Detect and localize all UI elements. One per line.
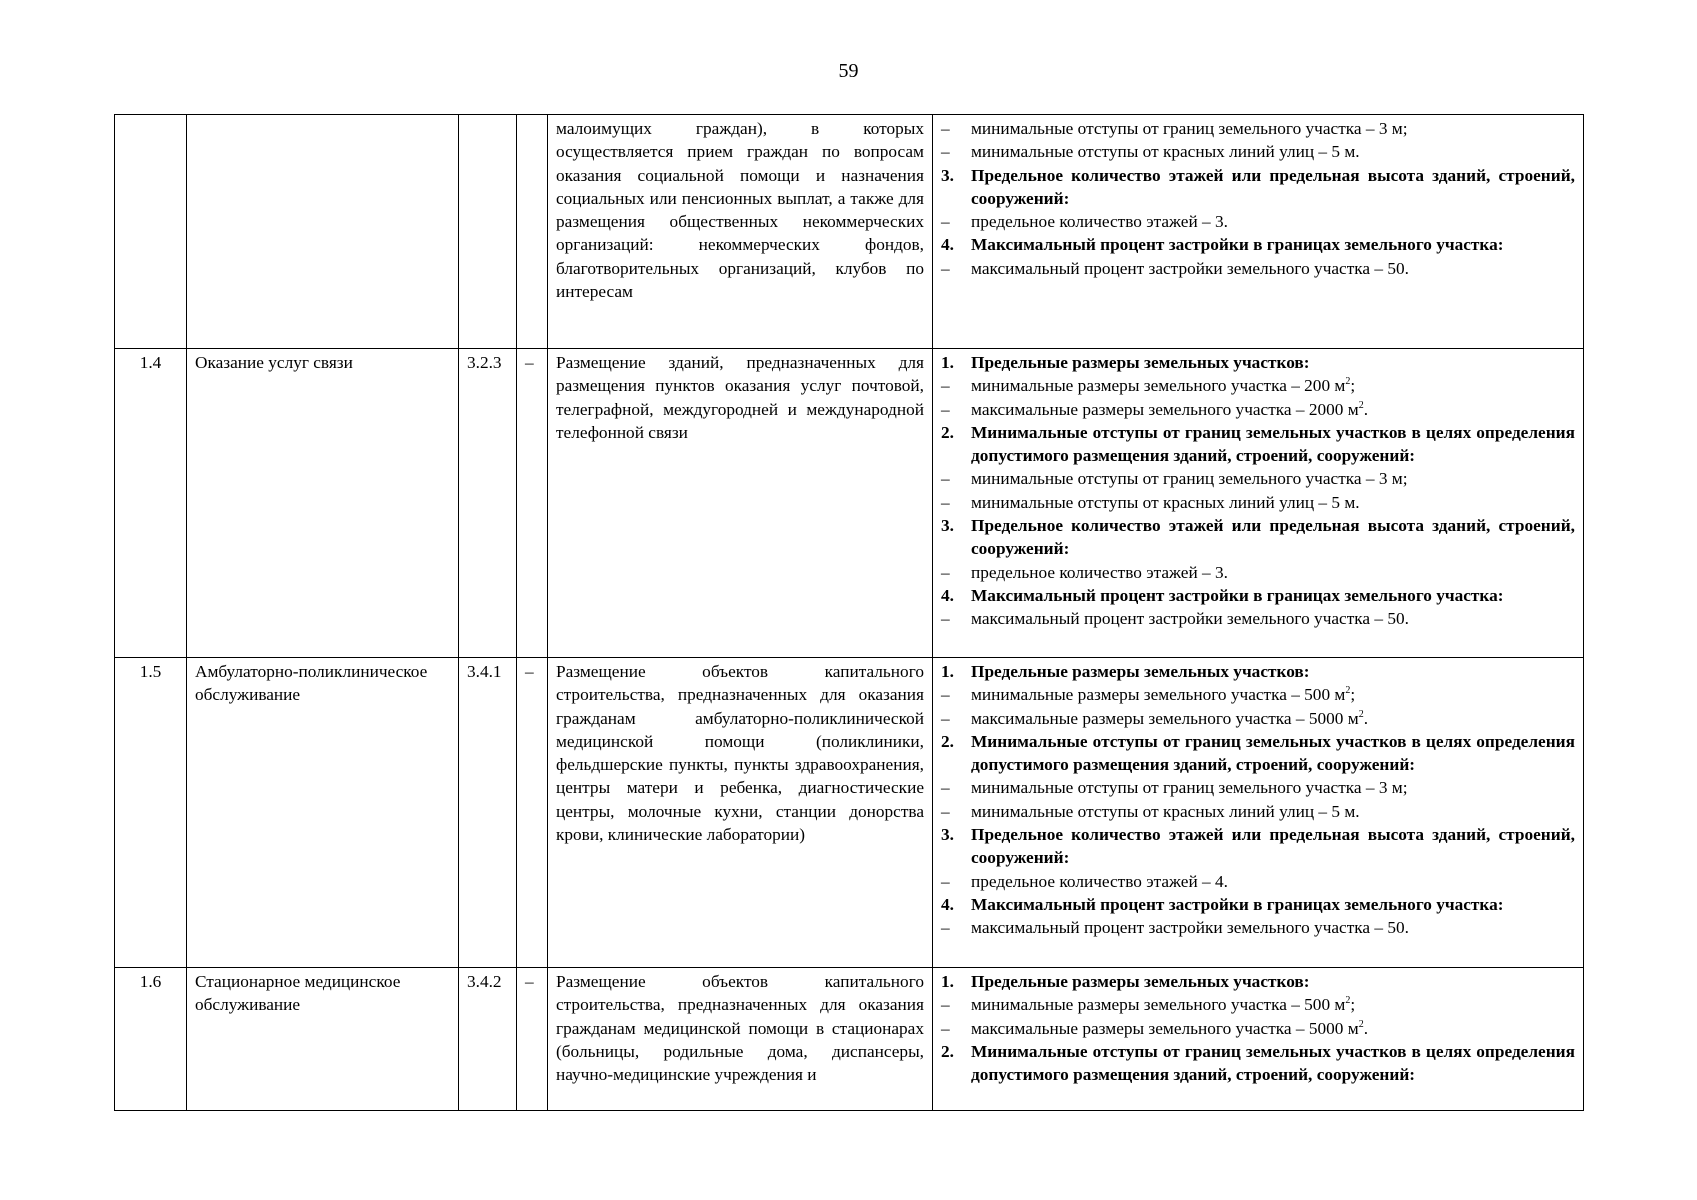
parameter-text-main: минимальные отступы от красных линий улиц – 5 м. bbox=[971, 492, 1360, 512]
parameter-text bbox=[971, 870, 1575, 893]
parameter-heading bbox=[941, 823, 1575, 870]
parameter-text-main: минимальные размеры земельного участка – 500 м bbox=[971, 685, 1346, 705]
list-marker: 4. bbox=[941, 585, 954, 605]
parameter-item bbox=[941, 800, 1575, 823]
row-number-cell: 1.4 bbox=[115, 349, 187, 658]
dash-cell: – bbox=[517, 349, 548, 658]
parameter-text-main: Предельное количество этажей или предельная высота зданий, строений, сооружений: bbox=[971, 516, 1575, 559]
list-marker: 1. bbox=[941, 972, 954, 991]
list-marker: – bbox=[941, 708, 950, 728]
parameter-heading bbox=[941, 514, 1575, 561]
parameter-item bbox=[941, 117, 1575, 140]
table-row bbox=[115, 658, 1584, 968]
list-marker: – bbox=[941, 609, 950, 629]
row-number-cell bbox=[115, 115, 187, 349]
parameter-text bbox=[971, 1017, 1575, 1040]
parameter-text-tail: . bbox=[1363, 708, 1369, 728]
list-marker: – bbox=[941, 801, 950, 821]
parameter-text-main: максимальный процент застройки земельного участка – 50. bbox=[971, 918, 1409, 938]
parameter-item bbox=[941, 140, 1575, 163]
parameter-text-main: Предельные размеры земельных участков: bbox=[971, 353, 1310, 372]
parameter-heading bbox=[941, 1040, 1575, 1087]
parameter-item bbox=[941, 707, 1575, 730]
unit-superscript: 2 bbox=[1345, 995, 1351, 1007]
parameter-text-main: минимальные отступы от границ земельного участка – 3 м; bbox=[971, 469, 1408, 489]
list-marker: 3. bbox=[941, 516, 954, 536]
list-marker: – bbox=[941, 918, 950, 938]
parameter-text-tail: ; bbox=[1350, 376, 1356, 396]
list-marker: – bbox=[941, 995, 950, 1015]
parameter-text-main: Минимальные отступы от границ земельных участков в целях определения допустимого размещения зданий, строений, сооружений: bbox=[971, 422, 1575, 466]
use-type-name-cell: Амбулаторно-поликлиническое обслуживание bbox=[187, 658, 459, 968]
parameter-text bbox=[971, 210, 1575, 233]
classifier-code-cell: 3.2.3 bbox=[459, 349, 517, 658]
parameter-text bbox=[971, 421, 1575, 468]
list-marker: – bbox=[941, 778, 950, 798]
parameter-text bbox=[971, 374, 1575, 397]
parameter-text bbox=[971, 993, 1575, 1016]
parameter-heading bbox=[941, 970, 1575, 993]
parameter-text bbox=[971, 970, 1575, 993]
parameter-heading bbox=[941, 421, 1575, 468]
parameter-text bbox=[971, 660, 1575, 683]
parameters-cell bbox=[933, 968, 1584, 1111]
parameter-heading bbox=[941, 164, 1575, 211]
parameter-text-tail: ; bbox=[1350, 685, 1356, 705]
parameter-item bbox=[941, 1017, 1575, 1040]
parameter-item bbox=[941, 776, 1575, 799]
list-marker: – bbox=[941, 399, 950, 419]
parameter-text bbox=[971, 467, 1575, 490]
parameter-text-main: Минимальные отступы от границ земельных участков в целях определения допустимого размещения зданий, строений, сооружений: bbox=[971, 1041, 1575, 1085]
parameter-text-main: Максимальный процент застройки в границах земельного участка: bbox=[971, 894, 1504, 914]
parameter-text-main: максимальный процент застройки земельного участка – 50. bbox=[971, 258, 1409, 278]
parameter-text bbox=[971, 491, 1575, 514]
parameter-text-main: предельное количество этажей – 4. bbox=[971, 871, 1228, 891]
table-row bbox=[115, 349, 1584, 658]
parameter-text-main: минимальные размеры земельного участка – 500 м bbox=[971, 995, 1346, 1015]
list-marker: – bbox=[941, 212, 950, 232]
parameter-text-main: Максимальный процент застройки в границах земельного участка: bbox=[971, 235, 1504, 255]
parameter-text bbox=[971, 893, 1575, 916]
parameter-text-main: минимальные отступы от красных линий улиц – 5 м. bbox=[971, 142, 1360, 162]
list-marker: 4. bbox=[941, 235, 954, 255]
list-marker: 2. bbox=[941, 1041, 954, 1061]
parameter-text bbox=[971, 561, 1575, 584]
parameter-item bbox=[941, 916, 1575, 939]
row-number-cell: 1.6 bbox=[115, 968, 187, 1111]
parameter-item bbox=[941, 607, 1575, 630]
parameter-text-main: предельное количество этажей – 3. bbox=[971, 212, 1228, 232]
list-marker: 1. bbox=[941, 353, 954, 372]
parameter-text-main: минимальные отступы от границ земельного участка – 3 м; bbox=[971, 119, 1408, 138]
description-cell: Размещение объектов капитального строительства, предназначенных для оказания гражданам медицинской помощи в стационарах (больницы, родильные дома, диспансеры, научно-медицинские учреждения и bbox=[548, 968, 933, 1111]
table-body bbox=[115, 115, 1584, 1111]
description-cell: Размещение объектов капитального строительства, предназначенных для оказания гражданам амбулаторно-поликлинической медицинской помощи (поликлиники, фельдшерские пункты, пункты здравоохранения, центры матери и ребенка, диагностические центры, молочные кухни, станции донорства крови, клинические лаборатории) bbox=[548, 658, 933, 968]
parameter-item bbox=[941, 683, 1575, 706]
list-marker: 2. bbox=[941, 731, 954, 751]
parameter-text-main: минимальные отступы от границ земельного участка – 3 м; bbox=[971, 778, 1408, 798]
parameter-item bbox=[941, 257, 1575, 280]
dash-cell: – bbox=[517, 968, 548, 1111]
parameter-text bbox=[971, 683, 1575, 706]
parameter-text-main: предельное количество этажей – 3. bbox=[971, 562, 1228, 582]
list-marker: – bbox=[941, 376, 950, 396]
parameter-text bbox=[971, 233, 1575, 256]
list-marker: 3. bbox=[941, 165, 954, 185]
dash-cell: – bbox=[517, 658, 548, 968]
parameter-text-main: максимальный процент застройки земельного участка – 50. bbox=[971, 609, 1409, 629]
parameter-text-main: максимальные размеры земельного участка – 5000 м bbox=[971, 1018, 1359, 1038]
parameter-text-tail: ; bbox=[1350, 995, 1356, 1015]
parameter-item bbox=[941, 993, 1575, 1016]
parameter-item bbox=[941, 210, 1575, 233]
regulations-table bbox=[114, 114, 1584, 1111]
parameter-text bbox=[971, 1040, 1575, 1087]
parameter-text-main: максимальные размеры земельного участка – 5000 м bbox=[971, 708, 1359, 728]
parameter-text bbox=[971, 607, 1575, 630]
dash-cell bbox=[517, 115, 548, 349]
parameter-text bbox=[971, 398, 1575, 421]
parameter-text bbox=[971, 257, 1575, 280]
parameter-text-tail: . bbox=[1363, 399, 1369, 419]
parameter-text bbox=[971, 351, 1575, 374]
list-marker: – bbox=[941, 258, 950, 278]
parameter-text bbox=[971, 117, 1575, 140]
parameter-item bbox=[941, 398, 1575, 421]
list-marker: – bbox=[941, 871, 950, 891]
parameter-item bbox=[941, 374, 1575, 397]
parameter-heading bbox=[941, 893, 1575, 916]
list-marker: – bbox=[941, 562, 950, 582]
list-marker: – bbox=[941, 685, 950, 705]
unit-superscript: 2 bbox=[1345, 376, 1351, 388]
parameter-heading bbox=[941, 351, 1575, 374]
parameter-text bbox=[971, 776, 1575, 799]
list-marker: – bbox=[941, 119, 950, 138]
parameter-text bbox=[971, 584, 1575, 607]
parameter-text bbox=[971, 514, 1575, 561]
parameter-text bbox=[971, 730, 1575, 777]
list-marker: – bbox=[941, 142, 950, 162]
parameter-text-main: Предельные размеры земельных участков: bbox=[971, 662, 1310, 681]
list-marker: – bbox=[941, 469, 950, 489]
parameter-text bbox=[971, 823, 1575, 870]
parameters-cell bbox=[933, 349, 1584, 658]
parameter-item bbox=[941, 561, 1575, 584]
page-number: 59 bbox=[838, 60, 859, 82]
parameter-text bbox=[971, 800, 1575, 823]
list-marker: 1. bbox=[941, 662, 954, 681]
parameter-text bbox=[971, 707, 1575, 730]
table-row bbox=[115, 115, 1584, 349]
list-marker: – bbox=[941, 1018, 950, 1038]
parameters-cell bbox=[933, 658, 1584, 968]
list-marker: 4. bbox=[941, 894, 954, 914]
parameter-item bbox=[941, 491, 1575, 514]
parameters-cell bbox=[933, 115, 1584, 349]
parameter-text bbox=[971, 140, 1575, 163]
description-cell: малоимущих граждан), в которых осуществляется прием граждан по вопросам оказания социальной помощи и назначения социальных или пенсионных выплат, а также для размещения общественных некоммерческих организаций: некоммерческих фондов, благотворительных организаций, клубов по интересам bbox=[548, 115, 933, 349]
parameter-heading bbox=[941, 584, 1575, 607]
list-marker: 2. bbox=[941, 422, 954, 442]
parameter-text bbox=[971, 164, 1575, 211]
use-type-name-cell bbox=[187, 115, 459, 349]
unit-superscript: 2 bbox=[1345, 685, 1351, 697]
table-row bbox=[115, 968, 1584, 1111]
parameter-text-main: Максимальный процент застройки в границах земельного участка: bbox=[971, 585, 1504, 605]
parameter-item bbox=[941, 467, 1575, 490]
list-marker: 3. bbox=[941, 825, 954, 845]
use-type-name-cell: Стационарное медицинское обслуживание bbox=[187, 968, 459, 1111]
parameter-text-main: Предельное количество этажей или предельная высота зданий, строений, сооружений: bbox=[971, 165, 1575, 208]
parameter-text-main: максимальные размеры земельного участка – 2000 м bbox=[971, 399, 1359, 419]
unit-superscript: 2 bbox=[1358, 399, 1364, 411]
use-type-name-cell: Оказание услуг связи bbox=[187, 349, 459, 658]
parameter-text-main: Предельное количество этажей или предельная высота зданий, строений, сооружений: bbox=[971, 825, 1575, 868]
parameter-heading bbox=[941, 730, 1575, 777]
parameter-text bbox=[971, 916, 1575, 939]
classifier-code-cell bbox=[459, 115, 517, 349]
parameter-text-main: Минимальные отступы от границ земельных участков в целях определения допустимого размещения зданий, строений, сооружений: bbox=[971, 731, 1575, 775]
parameter-text-main: Предельные размеры земельных участков: bbox=[971, 972, 1310, 991]
parameter-heading bbox=[941, 233, 1575, 256]
parameter-text-main: минимальные отступы от красных линий улиц – 5 м. bbox=[971, 801, 1360, 821]
parameter-heading bbox=[941, 660, 1575, 683]
list-marker: – bbox=[941, 492, 950, 512]
parameter-item bbox=[941, 870, 1575, 893]
row-number-cell: 1.5 bbox=[115, 658, 187, 968]
classifier-code-cell: 3.4.2 bbox=[459, 968, 517, 1111]
description-cell: Размещение зданий, предназначенных для размещения пунктов оказания услуг почтовой, телеграфной, междугородней и международной телефонной связи bbox=[548, 349, 933, 658]
parameter-text-tail: . bbox=[1363, 1018, 1369, 1038]
classifier-code-cell: 3.4.1 bbox=[459, 658, 517, 968]
parameter-text-main: минимальные размеры земельного участка – 200 м bbox=[971, 376, 1346, 396]
unit-superscript: 2 bbox=[1358, 1018, 1364, 1030]
unit-superscript: 2 bbox=[1358, 708, 1364, 720]
